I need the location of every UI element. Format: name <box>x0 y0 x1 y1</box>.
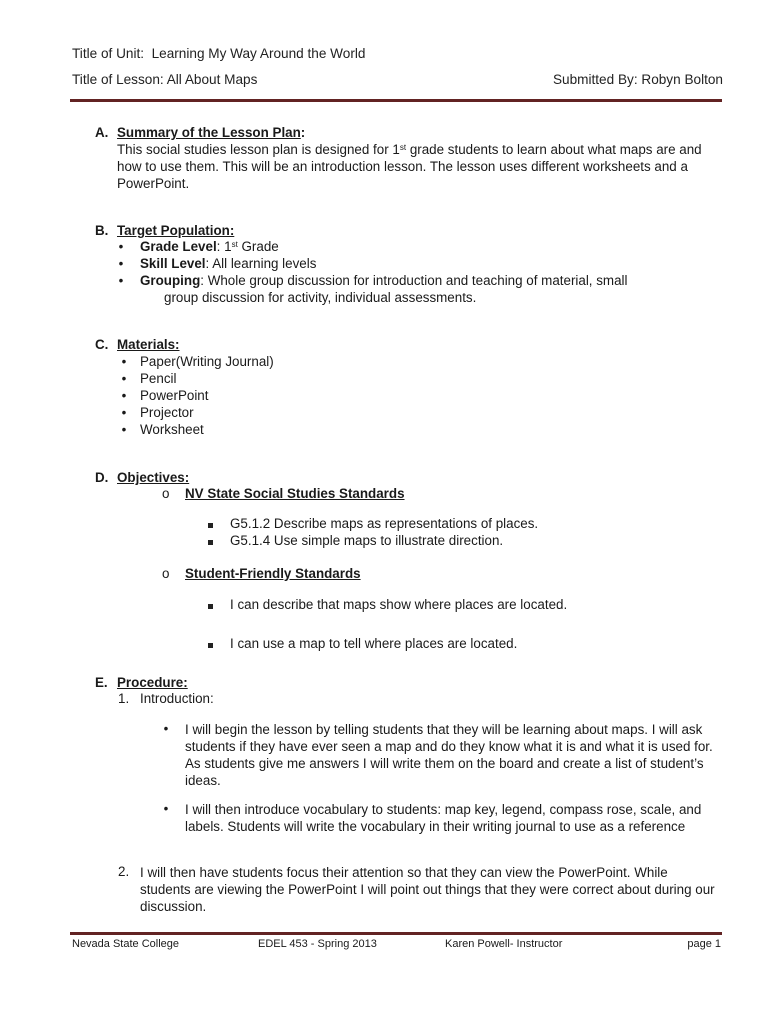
submitted-by-label: Submitted By: <box>552 72 638 87</box>
header-rule <box>70 99 722 102</box>
student-standards-title: Student-Friendly Standards <box>185 566 361 581</box>
student-standard-item: I can use a map to tell where places are located. <box>230 636 518 651</box>
square-bullet-icon <box>208 516 213 531</box>
lesson-title-label: Title of Lesson: <box>72 72 164 87</box>
grade-level-value-1: : 1 <box>216 239 232 254</box>
bullet-icon: • <box>121 405 127 420</box>
unit-title-label: Title of Unit: <box>72 46 145 61</box>
section-e-title: Procedure: <box>117 675 188 690</box>
bullet-icon: • <box>118 273 124 288</box>
summary-text-2: grade students to learn about what maps are and how to use them. This will be an introduction lesson. The lesson uses different worksheets and a PowerPoint. <box>117 142 702 191</box>
section-a-colon: : <box>300 125 306 140</box>
lesson-title-value: All About Maps <box>166 72 258 87</box>
standard-item: G5.1.4 Use simple maps to illustrate direction. <box>230 533 504 548</box>
procedure-bullet: I will then introduce vocabulary to students: map key, legend, compass rose, scale, and labels. Students will write the vocabulary in their writing journal to use as a reference <box>185 802 702 834</box>
grade-level-sup: st <box>231 240 238 249</box>
nv-standards-title: NV State Social Studies Standards <box>185 486 405 501</box>
section-a-summary <box>117 141 717 192</box>
bullet-icon: • <box>163 801 169 816</box>
square-bullet-icon <box>208 533 213 548</box>
footer-rule <box>70 932 722 935</box>
material-item: Worksheet <box>140 422 204 437</box>
section-b-title: Target Population: <box>117 223 235 238</box>
sub-bullet-o: o <box>162 566 170 581</box>
sub-bullet-o: o <box>162 486 170 501</box>
unit-title-value: Learning My Way Around the World <box>151 46 366 61</box>
grouping-value-1: : Whole group discussion for introduction and teaching of material, small <box>200 273 628 288</box>
step-2-text: I will then have students focus their attention so that they can view the PowerPoint. While students are viewing the PowerPoint I will point out things that they were correct about during our discussion. <box>140 865 715 914</box>
section-d-letter: D. <box>95 470 109 485</box>
section-d-title: Objectives: <box>117 470 190 485</box>
step-number: 1. <box>118 691 130 706</box>
submitted-by-value: Robyn Bolton <box>641 72 723 87</box>
material-item: Pencil <box>140 371 177 386</box>
standard-item: G5.1.2 Describe maps as representations of places. <box>230 516 539 531</box>
material-item: Paper(Writing Journal) <box>140 354 274 369</box>
footer-course: EDEL 453 - Spring 2013 <box>258 938 377 950</box>
submitted-by <box>553 72 723 87</box>
footer-page: page 1 <box>687 938 721 950</box>
grade-level-value-2: Grade <box>237 239 279 254</box>
summary-sup: st <box>399 143 407 152</box>
section-a-letter: A. <box>95 125 109 140</box>
student-standard-item: I can describe that maps show where places are located. <box>230 597 568 612</box>
section-c-title: Materials: <box>117 337 180 352</box>
grade-level-label: Grade Level <box>140 239 217 254</box>
material-item: PowerPoint <box>140 388 209 403</box>
section-b-letter: B. <box>95 223 109 238</box>
section-c-letter: C. <box>95 337 109 352</box>
procedure-bullet: I will begin the lesson by telling students that they will be learning about maps. I will ask students if they have ever seen a map and do they know what it is and what it is used for. As students give me answers I will write them on the board and create a list of student’s ideas. <box>185 722 713 788</box>
grouping <box>140 273 627 288</box>
summary-text-1: This social studies lesson plan is designed for 1 <box>117 142 400 157</box>
lesson-title <box>72 72 257 87</box>
unit-title <box>72 46 365 61</box>
square-bullet-icon <box>208 636 213 651</box>
grade-level <box>140 239 279 254</box>
skill-level-value: : All learning levels <box>205 256 317 271</box>
bullet-icon: • <box>121 371 127 386</box>
section-a-heading <box>117 125 305 140</box>
skill-level-label: Skill Level <box>140 256 206 271</box>
bullet-icon: • <box>118 256 124 271</box>
bullet-icon: • <box>121 354 127 369</box>
footer-college: Nevada State College <box>72 938 180 950</box>
grouping-label: Grouping <box>140 273 201 288</box>
skill-level <box>140 256 316 271</box>
section-a-title: Summary of the Lesson Plan <box>117 125 301 140</box>
bullet-icon: • <box>121 422 127 437</box>
footer-instructor: Karen Powell- Instructor <box>445 938 563 950</box>
bullet-icon: • <box>121 388 127 403</box>
section-e-letter: E. <box>95 675 108 690</box>
material-item: Projector <box>140 405 194 420</box>
grouping-value-2: group discussion for activity, individual assessments. <box>164 290 477 305</box>
bullet-icon: • <box>163 721 169 736</box>
square-bullet-icon <box>208 597 213 612</box>
step-1-label: Introduction: <box>140 691 214 706</box>
step-number: 2. <box>118 864 130 879</box>
bullet-icon: • <box>118 239 124 254</box>
